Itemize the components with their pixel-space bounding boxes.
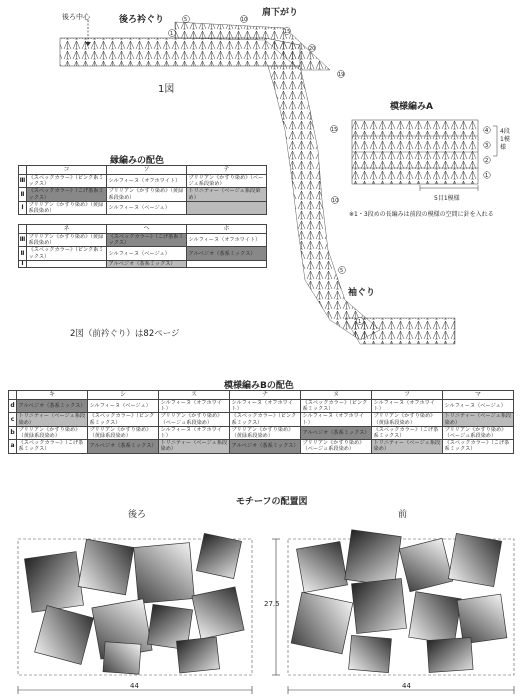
armhole-chart-band: [268, 66, 380, 340]
pattern-a-swatch: [352, 120, 497, 191]
height-dimension: 27.5: [264, 600, 280, 608]
figure-2-reference: 2図（前衿ぐり）は82ページ: [70, 329, 180, 339]
svg-text:2: 2: [485, 158, 489, 164]
pattern-b-color-table: キ シ ス ナ ヌ フ マ d アルペジオ（茶系ミックス） シルフィーヌ（ベージュ） シルフィーヌ（オフホワイト） シルフィーヌ（オフホワイト） 《スペックカラー》（ピンク系ミックス） シルフィーヌ（オフホワイト） シルフィーヌ（ベージュ） c トリニティー（ベージュ系段染め） 《スペックカラー》（ピンク系ミックス） ブリリアン《かすり染め》（ベージュ系段染め） 《スペックカラー》（ピンク系ミックス） シルフィーヌ（オフホワイト） ブリリアン《かすり染め》（黄緑系段染め） トリニティー（ベージュ系段染め） b ブリリアン《かすり染め》（黄緑系段染め） ブリリアン《かすり染め》（黄緑系段染め） シルフィーヌ（オフホワイト） ブリリアン《かすり染め》（黄緑系段染め） アルペジオ（茶系ミックス） 《スペックカラー》（こげ茶系ミックス） ブリリアン《かすり染め》（ベージュ系段染め） a 《スペックカラー》（こげ茶系ミックス） アルペジオ（茶系ミックス） トリニティー（ベージュ系段染め） アルペジオ（茶系ミックス） ブリリアン《かすり染め》（ベージュ系段染め） トリニティー（ベージュ系段染め） 《スペックカラー》（こげ茶系ミックス）: [8, 390, 514, 454]
figure-1-label: 1図: [158, 84, 175, 95]
table-row: Ⅰ ブリリアン《かすり染め》（黄緑系段染め） シルフィーヌ（ベージュ）: [19, 201, 267, 214]
table-row: Ⅱ 《スペックカラー》（こげ茶系ミックス） ブリリアン《かすり染め》（黄緑系段染め） トリニティー（ベージュ系段染め）: [19, 188, 267, 201]
svg-text:1: 1: [485, 173, 489, 179]
front-panel-label: 前: [398, 510, 408, 520]
motif-layout-title: モチーフの配置図: [236, 497, 308, 507]
pattern-a-note: ※1・3段めの長編みは前段の模様の空間に針を入れる: [349, 211, 494, 218]
table-row: Ⅲ ブリリアン《かすり染め》（黄緑系段染め） 《スペックカラー》（こげ茶系ミックス） シルフィーヌ（オフホワイト）: [19, 234, 267, 247]
table-row: b ブリリアン《かすり染め》（黄緑系段染め） ブリリアン《かすり染め》（黄緑系段染め） シルフィーヌ（オフホワイト） ブリリアン《かすり染め》（黄緑系段染め） アルペジオ（茶系ミックス） 《スペックカラー》（こげ茶系ミックス） ブリリアン《かすり染め》（ベージュ系段染め）: [9, 426, 514, 439]
svg-text:5: 5: [184, 17, 188, 23]
table-row: Ⅱ 《スペックカラー》（ピンク系ミックス） シルフィーヌ（ベージュ） アルペジオ（茶系ミックス）: [19, 247, 267, 260]
neckline-chart-band: [60, 38, 300, 66]
svg-text:1: 1: [358, 319, 362, 325]
pattern-a-title: 模様編みA: [390, 102, 433, 112]
front-panel: [288, 530, 514, 675]
table-row: Ⅲ 《スペックカラー》（ピンク系ミックス） シルフィーヌ（オフホワイト） ブリリアン《かすり染め》（ベージュ系段染め）: [19, 175, 267, 188]
back-panel: [18, 533, 252, 675]
svg-text:5: 5: [340, 268, 344, 274]
svg-text:1: 1: [170, 31, 174, 37]
table-row: a 《スペックカラー》（こげ茶系ミックス） アルペジオ（茶系ミックス） トリニティー（ベージュ系段染め） アルペジオ（茶系ミックス） ブリリアン《かすり染め》（ベージュ系段染め） トリニティー（ベージュ系段染め） 《スペックカラー》（こげ茶系ミックス）: [9, 440, 514, 453]
table-row: c トリニティー（ベージュ系段染め） 《スペックカラー》（ピンク系ミックス） ブリリアン《かすり染め》（ベージュ系段染め） 《スペックカラー》（ピンク系ミックス） シルフィーヌ（オフホワイト） ブリリアン《かすり染め》（黄緑系段染め） トリニティー（ベージュ系段染め）: [9, 413, 514, 426]
border-color-table-bottom: ネ ヘ ホ Ⅲ ブリリアン《かすり染め》（黄緑系段染め） 《スペックカラー》（こげ茶系ミックス） シルフィーヌ（オフホワイト） Ⅱ 《スペックカラー》（ピンク系ミックス） シルフィーヌ（ベージュ） アルペジオ（茶系ミックス） Ⅰ アルペジオ（茶系ミックス）: [18, 224, 267, 268]
svg-text:3: 3: [485, 143, 489, 149]
back-center-label: 後ろ中心: [62, 13, 90, 21]
back-width-dimension: 44: [130, 682, 139, 690]
svg-text:19: 19: [338, 72, 345, 78]
table-row: d アルペジオ（茶系ミックス） シルフィーヌ（ベージュ） シルフィーヌ（オフホワイト） シルフィーヌ（オフホワイト） 《スペックカラー》（ピンク系ミックス） シルフィーヌ（オフホワイト） シルフィーヌ（ベージュ）: [9, 400, 514, 413]
pattern-b-title: 模様編みBの配色: [224, 381, 294, 391]
pattern-a-repeat-label: 5目1模様: [434, 195, 460, 202]
table-row: Ⅰ アルペジオ（茶系ミックス）: [19, 260, 267, 267]
svg-text:15: 15: [284, 29, 291, 35]
svg-text:10: 10: [332, 198, 339, 204]
back-neck-label: 後ろ衿ぐり: [119, 15, 165, 25]
border-color-title: 縁編みの配色: [110, 156, 165, 166]
motif-layout-diagram: [0, 515, 522, 699]
svg-text:4: 4: [485, 128, 489, 134]
armhole-label: 袖ぐり: [348, 288, 376, 298]
svg-text:15: 15: [331, 127, 338, 133]
svg-text:10: 10: [241, 17, 248, 23]
front-width-dimension: 44: [402, 682, 411, 690]
shoulder-label: 肩下がり: [262, 8, 299, 18]
border-color-table-top: コ ソ テ Ⅲ 《スペックカラー》（ピンク系ミックス） シルフィーヌ（オフホワイト） ブリリアン《かすり染め》（ベージュ系段染め） Ⅱ 《スペックカラー》（こげ茶系ミックス） ブリリアン《かすり染め》（黄緑系段染め） トリニティー（ベージュ系段染め） Ⅰ ブリリアン《かすり染め》（黄緑系段染め） シルフィーヌ（ベージュ）: [18, 165, 267, 215]
back-panel-label: 後ろ: [128, 510, 147, 520]
pattern-a-rows-label: 4段1模様: [500, 128, 510, 151]
svg-text:20: 20: [309, 46, 316, 52]
